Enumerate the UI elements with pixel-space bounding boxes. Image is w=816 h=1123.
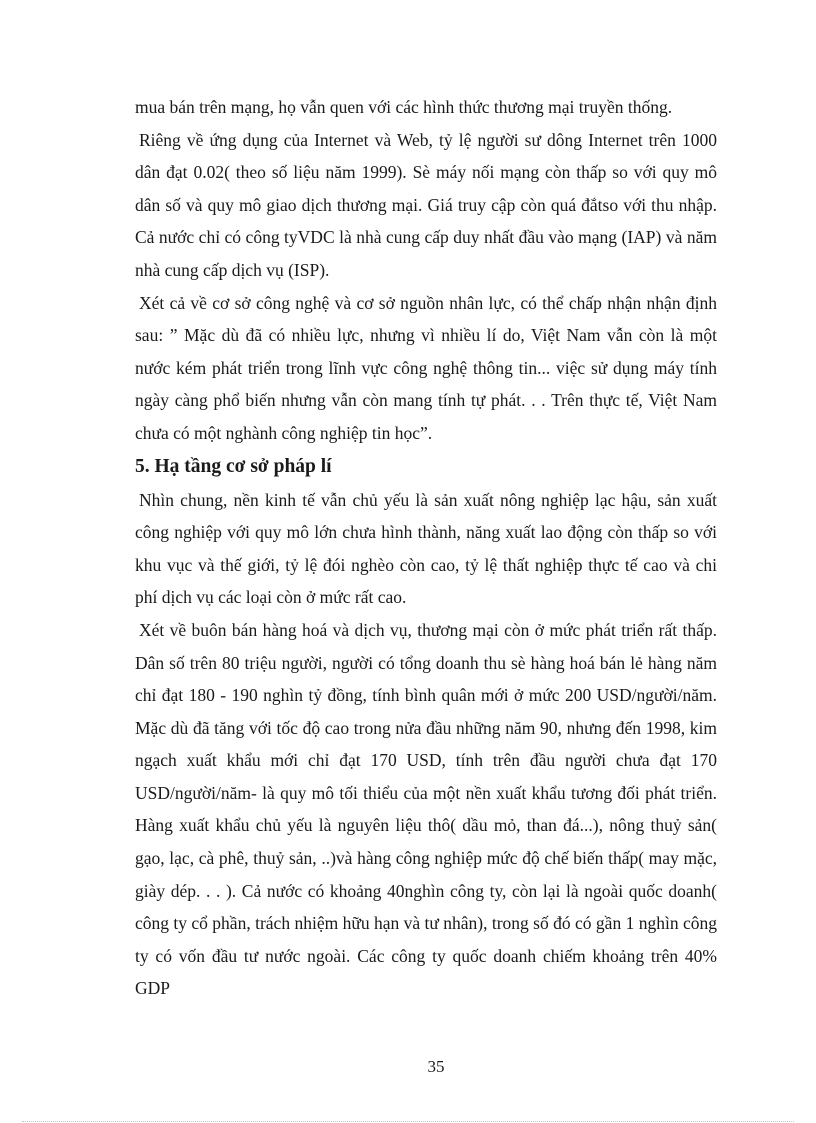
section-heading: 5. Hạ tầng cơ sở pháp lí: [135, 455, 332, 477]
paragraph-internet-usage: Riêng về ứng dụng của Internet và Web, tỷ lệ người sư dông Internet trên 1000 dân đạt 0.02( theo số liệu năm 1999). Sè máy nối mạng còn thấp so với quy mô dân số và quy mô giao dịch thương mại. Giá truy cập còn quá đắtso với thu nhập. Cả nước chỉ có công tyVDC là nhà cung cấp duy nhất đầu vào mạng (IAP) và năm nhà cung cấp dịch vụ (ISP).: [135, 129, 717, 280]
page-number: 35: [427, 1057, 445, 1076]
body-text: [135, 91, 717, 1005]
paragraph-technology-assessment: Xét cả về cơ sở công nghệ và cơ sở nguồn nhân lực, có thể chấp nhận nhận định sau: ” Mặc dù đã có nhiều lực, nhưng vì nhiều lí do, Việt Nam vẫn còn là một nước kém phát triển trong lĩnh vực công nghệ thông tin... việc sử dụng máy tính ngày càng phổ biến nhưng vẫn còn mang tính tự phát. . . Trên thực tế, Việt Nam chưa có một nghành công nghiệp tin học”.: [135, 292, 717, 443]
page-bottom-divider: [22, 1121, 794, 1122]
paragraph-continuation: mua bán trên mạng, họ vẫn quen với các hình thức thương mại truyền thống.: [135, 97, 673, 117]
paragraph-economy-overview: Nhìn chung, nền kinh tế vẫn chủ yếu là sản xuất nông nghiệp lạc hậu, sản xuất công nghiệp với quy mô lớn chưa hình thành, năng xuất lao động còn thấp so với khu vục và thế giới, tỷ lệ đói nghèo còn cao, tỷ lệ thất nghiệp thực tế cao và chi phí dịch vụ các loại còn ở mức rất cao.: [135, 489, 717, 608]
paragraph-trade-services: Xét về buôn bán hàng hoá và dịch vụ, thương mại còn ở mức phát triển rất thấp. Dân số trên 80 triệu người, người có tổng doanh thu sè hàng hoá bán lẻ hàng năm chỉ đạt 180 - 190 nghìn tỷ đồng, tính bình quân mới ở mức 200 USD/người/năm. Mặc dù đã tăng với tốc độ cao trong nửa đầu những năm 90, nhưng đến 1998, kim ngạch xuất khẩu mới chỉ đạt 170 USD, tính trên đầu người chưa đạt 170 USD/người/năm- là quy mô tối thiểu của một nền xuất khẩu tương đối phát triển. Hàng xuất khẩu chủ yếu là nguyên liệu thô( dầu mỏ, than đá...), nông thuỷ sản( gạo, lạc, cà phê, thuỷ sản, ..)và hàng công nghiệp mức độ chế biến thấp( may mặc, giày dép. . . ). Cả nước có khoảng 40nghìn công ty, còn lại là ngoài quốc doanh( công ty cổ phần, trách nhiệm hữu hạn và tư nhân), trong số đó có gần 1 nghìn công ty có vốn đầu tư nước ngoài. Các công ty quốc doanh chiếm khoảng trên 40% GDP: [135, 619, 717, 999]
